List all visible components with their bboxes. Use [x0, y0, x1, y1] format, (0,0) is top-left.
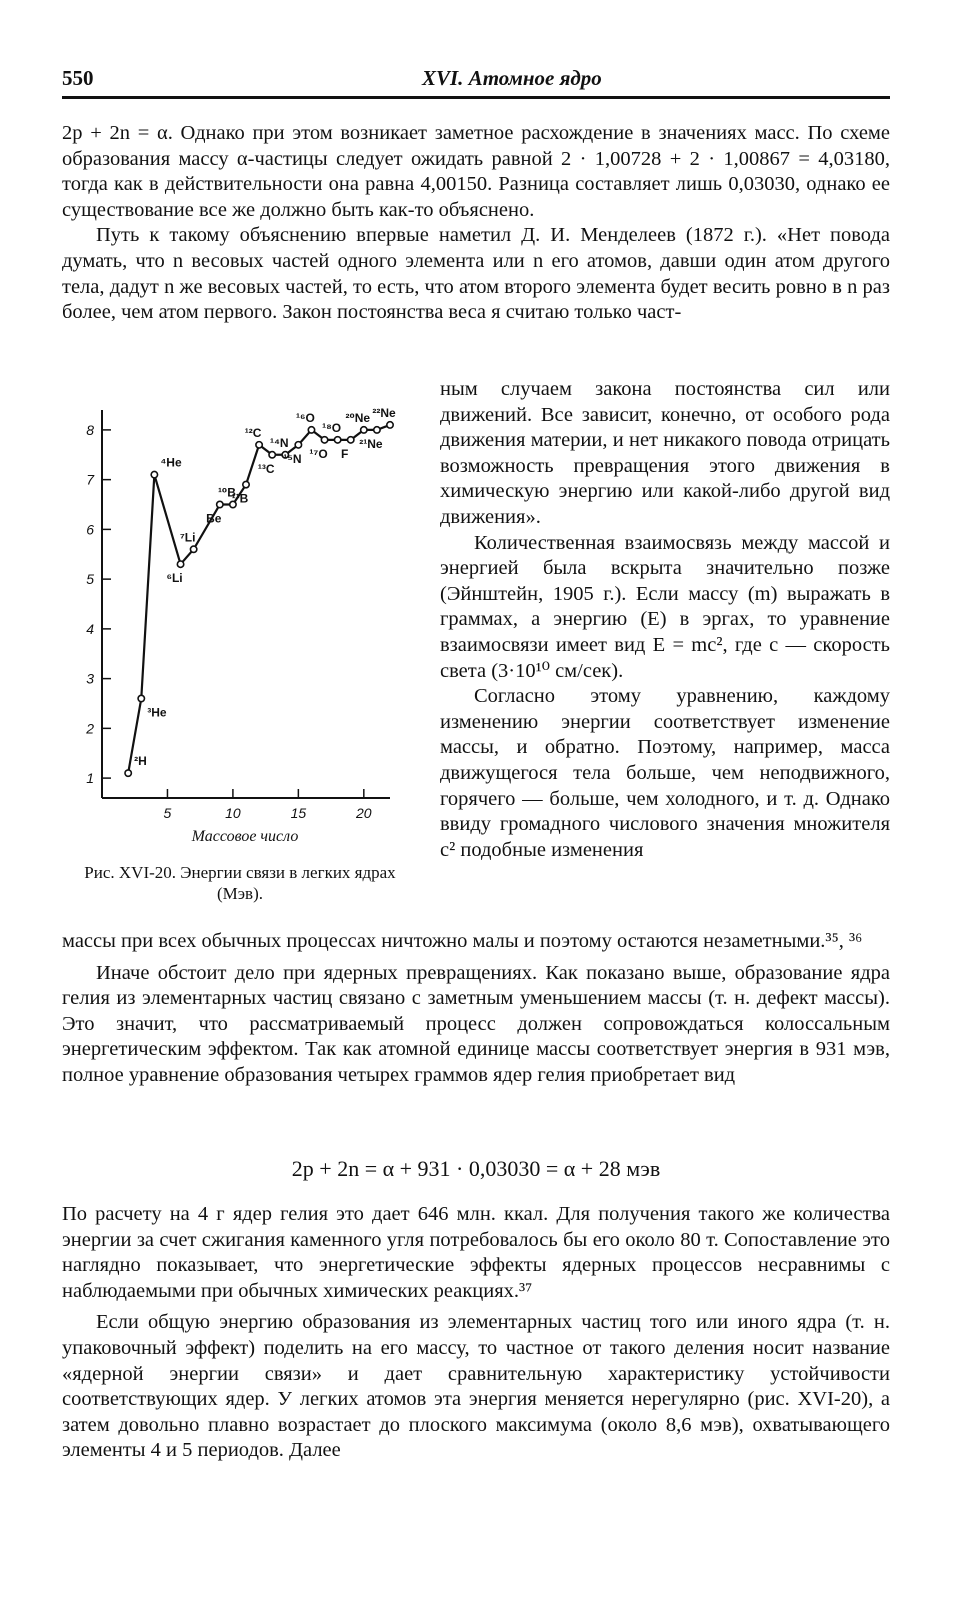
binding-energy-chart-svg — [60, 390, 430, 830]
chart-point-label: Be — [206, 511, 222, 526]
chart-point-label: ¹⁵N — [283, 451, 302, 466]
paragraph-1: 2p + 2n = α. Однако при этом возникает заметное расхождение в значениях масс. По схеме образования массу α-частицы следует ожидать равной 2 · 1,00728 + 2 · 1,00867 = 4,03180, тогда как в действительности она равна 4,00150. Разница составляет лишь 0,03030, однако ее существование все же должно быть как-то объяснено. — [62, 122, 890, 221]
chart-point — [151, 471, 157, 477]
chart-point — [308, 427, 314, 433]
top-text-block — [62, 121, 890, 326]
chart-point-label: ¹¹B — [231, 491, 249, 506]
chart-point-label: ¹⁰B — [217, 485, 236, 500]
chart-y-tick-label: 1 — [86, 770, 94, 787]
wrap-text-block — [440, 377, 890, 863]
chart-x-tick-label: 10 — [225, 805, 241, 821]
page-number: 550 — [62, 66, 94, 90]
chart-point — [374, 427, 380, 433]
chart-point — [334, 437, 340, 443]
chart-point — [387, 422, 393, 428]
chart-y-tick-label: 3 — [86, 670, 94, 687]
chart-y-tick-label: 5 — [86, 571, 94, 588]
chart-point-label: ³He — [147, 705, 167, 720]
page-header — [62, 66, 890, 94]
chart-y-tick-label: 7 — [86, 471, 94, 488]
chart-point-label: ¹⁶O — [296, 410, 315, 425]
chart-point — [361, 427, 367, 433]
chart-x-axis-label: Массовое число — [191, 828, 299, 845]
chart-point — [138, 695, 144, 701]
chart-point-label: ¹²C — [244, 425, 262, 440]
chart-point-label: ¹³C — [257, 461, 275, 476]
bottom-paragraph-2: Если общую энергию образования из элементарных частиц того или иного ядра (т. н. упаковочный эффект) поделить на его массу, то частное от такого деления носит название «ядерной энергии связи» и дает сравнительную характеристику устойчивости соответствующих ядер. У легких атомов эта энергия меняется нерегулярно (рис. XVI-20), а затем довольно плавно возрастает до плоского максимума (около 8,6 мэв), охватывающего элементы 4 и 5 периодов. Далее — [62, 1311, 890, 1462]
chart-point — [125, 770, 131, 776]
chart-point — [321, 437, 327, 443]
chart-point — [190, 546, 196, 552]
chart-point-label: ²¹Ne — [359, 436, 383, 451]
chart-point-label: ¹⁸O — [322, 420, 342, 435]
chart-point-label: ²²Ne — [372, 405, 396, 420]
chart-point-label: ⁶Li — [166, 571, 183, 586]
lower-text-block — [62, 929, 890, 1089]
chart-y-tick-label: 8 — [86, 421, 94, 438]
header-rule — [62, 96, 890, 99]
main-formula: 2p + 2n = α + 931 · 0,03030 = α + 28 мэв — [291, 1156, 661, 1181]
chart-point-label: F — [341, 446, 349, 461]
chart-point-label: ²⁰Ne — [345, 410, 371, 425]
continuation-paragraph: массы при всех обычных процессах ничтожно малы и поэтому остаются незаметными.³⁵, ³⁶ — [62, 930, 863, 952]
paragraph-2: Путь к такому объяснению впервые наметил Д. И. Менделеев (1872 г.). «Нет повода думать, что n весовых частей одного элемента или n его атомов, давши один атом другого тела, дадут n же весовых частей, то есть, что атом второго элемента будет весить ровно в n раз более, чем атом первого. Закон постоянства веса я считаю только част- — [62, 224, 890, 324]
running-title: XVI. Атомное ядро — [422, 66, 602, 90]
chart-point — [256, 442, 262, 448]
chart-series-line — [128, 425, 390, 773]
chart-point — [295, 442, 301, 448]
chart-point — [243, 481, 249, 487]
bottom-paragraph-1: По расчету на 4 г ядер гелия это дает 646 млн. ккал. Для получения такого же количества энергии за счет сжигания каменного угля потребовалось бы его около 80 т. Сопоставление это наглядно показывает, что энергетические эффекты ядерных процессов несравнимы с наблюдаемыми при обычных химических реакциях.³⁷ — [62, 1203, 890, 1302]
chart-point-label: ⁴He — [160, 455, 182, 470]
chart-y-tick-label: 2 — [86, 720, 94, 737]
wrap-paragraph-2: Количественная взаимосвязь между массой и энергией была вскрыта значительно позже (Эйнштейн, 1905 г.). Если массу (m) выражать в граммах, а энергию (E) в эргах, то уравнение взаимосвязи имеет вид E = mc², где c — скорость света (3·10¹⁰ см/сек). — [440, 531, 890, 682]
wrap-paragraph-3: Согласно этому уравнению, каждому изменению энергии соответствует изменение массы, и обратно. Поэтому, например, масса движущегося тела больше, чем неподвижного, горячего — больше, чем холодного, и т. д. Однако ввиду громадного числового значения множителя c² подобные изменения — [440, 685, 890, 861]
chart-point-label: ¹⁴N — [269, 435, 289, 450]
chart-point — [177, 561, 183, 567]
chart-point-label: ⁷Li — [179, 530, 196, 545]
bottom-text-block — [62, 1202, 890, 1464]
figure-binding-energy-chart — [60, 390, 430, 860]
chart-y-tick-label: 4 — [86, 620, 94, 637]
wrap-paragraph-1: ным случаем закона постоянства сил или движений. Все зависит, конечно, от особого рода движения материи, и нет никакого повода отрицать возможность превращения этого движения в химическую энергию или какой-либо другой вид движения». — [440, 378, 890, 528]
chart-x-tick-label: 15 — [290, 805, 307, 821]
chart-x-tick-label: 20 — [356, 805, 372, 821]
chart-point-label: ¹⁷O — [309, 446, 328, 461]
chart-point — [269, 452, 275, 458]
chart-point — [217, 501, 223, 507]
figure-caption: Рис. XVI-20. Энергии связи в легких ядрах (Мэв). — [84, 863, 396, 903]
middle-paragraph: Иначе обстоит дело при ядерных превращениях. Как показано выше, образование ядра гелия из элементарных частиц связано с заметным уменьшением массы (т. н. дефект массы). Это значит, что рассматриваемый процесс должен сопровождаться колоссальным энергетическим эффектом. Так как атомной единице массы соответствует энергия в 931 мэв, полное уравнение образования четырех граммов ядер гелия приобретает вид — [62, 961, 890, 1086]
chart-y-tick-label: 6 — [86, 521, 94, 538]
chart-point — [348, 437, 354, 443]
chart-x-tick-label: 5 — [163, 805, 172, 821]
chart-point-label: ²H — [134, 754, 147, 769]
